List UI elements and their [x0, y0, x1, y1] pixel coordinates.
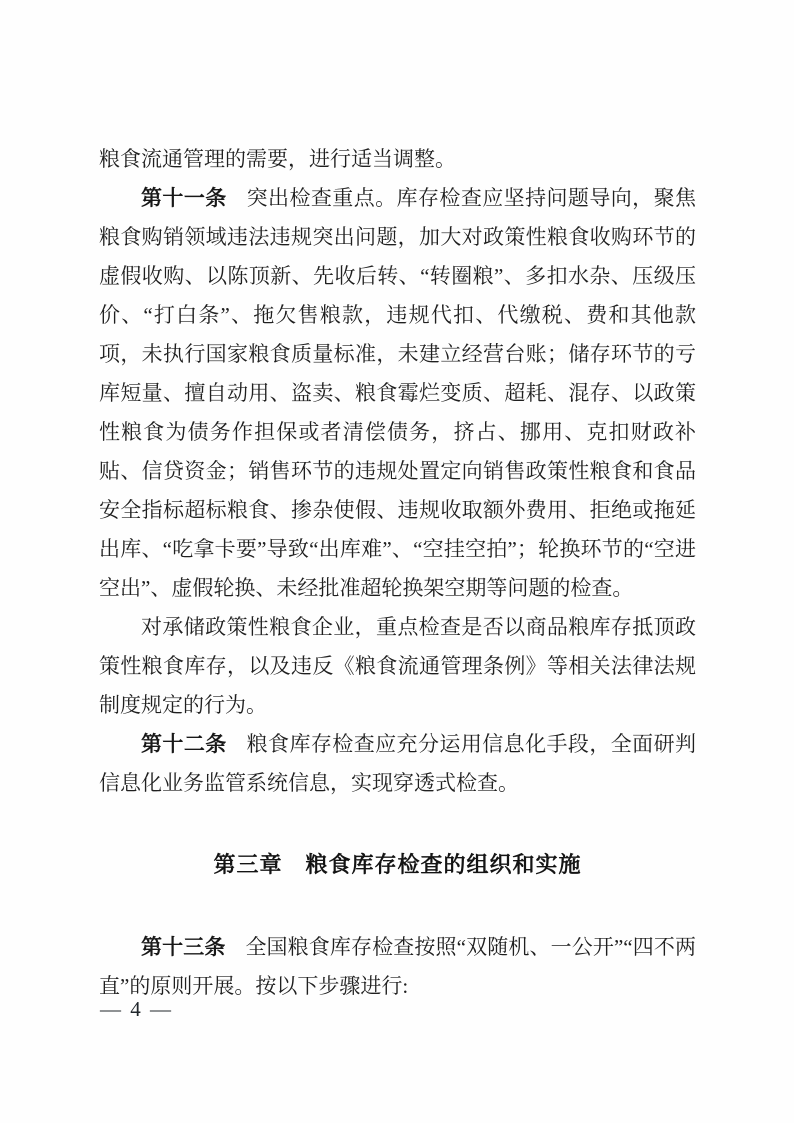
- paragraph-continuation: 粮食流通管理的需要，进行适当调整。: [99, 147, 456, 171]
- paragraph-article-12: [99, 725, 696, 803]
- article-13-text: 全国粮食库存检查按照“双随机、一公开”“四不两直”的原则开展。按以下步骤进行:: [99, 935, 696, 998]
- chapter-heading: 第三章 粮食库存检查的组织和实施: [213, 852, 582, 877]
- article-13-label: 第十三条: [141, 936, 226, 959]
- article-11-text: 突出检查重点。库存检查应坚持问题导向，聚焦粮食购销领域违法违规突出问题，加大对政策性粮食收购环节的虚假收购、以陈顶新、先收后转、“转圈粮”、多扣水杂、压级压价、“打白条”、拖欠售粮款，违规代扣、代缴税、费和其他款项，未执行国家粮食质量标准，未建立经营台账；储存环节的亏库短量、擅自动用、盗卖、粮食霉烂变质、超耗、混存、以政策性粮食为债务作担保或者清偿债务，挤占、挪用、克扣财政补贴、信贷资金；销售环节的违规处置定向销售政策性粮食和食品安全指标超标粮食、掺杂使假、违规收取额外费用、拒绝或拖延出库、“吃拿卡要”导致“出库难”、“空挂空拍”；轮换环节的“空进空出”、虚假轮换、未经批准超轮换架空期等问题的检查。: [99, 186, 697, 600]
- article-12-text: 粮食库存检查应充分运用信息化手段，全面研判信息化业务监管系统信息，实现穿透式检查。: [99, 732, 697, 795]
- page-number: — 4 —: [100, 997, 173, 1021]
- article-12-label: 第十二条: [141, 733, 227, 756]
- document-body: [99, 140, 696, 1006]
- paragraph-policy-grain: 对承储政策性粮食企业，重点检查是否以商品粮库存抵顶政策性粮食库存，以及违反《粮食流通管理条例》等相关法律法规制度规定的行为。: [99, 615, 696, 717]
- paragraph-article-11: [99, 179, 696, 608]
- article-11-label: 第十一条: [141, 187, 227, 210]
- paragraph-article-13: [99, 928, 696, 1006]
